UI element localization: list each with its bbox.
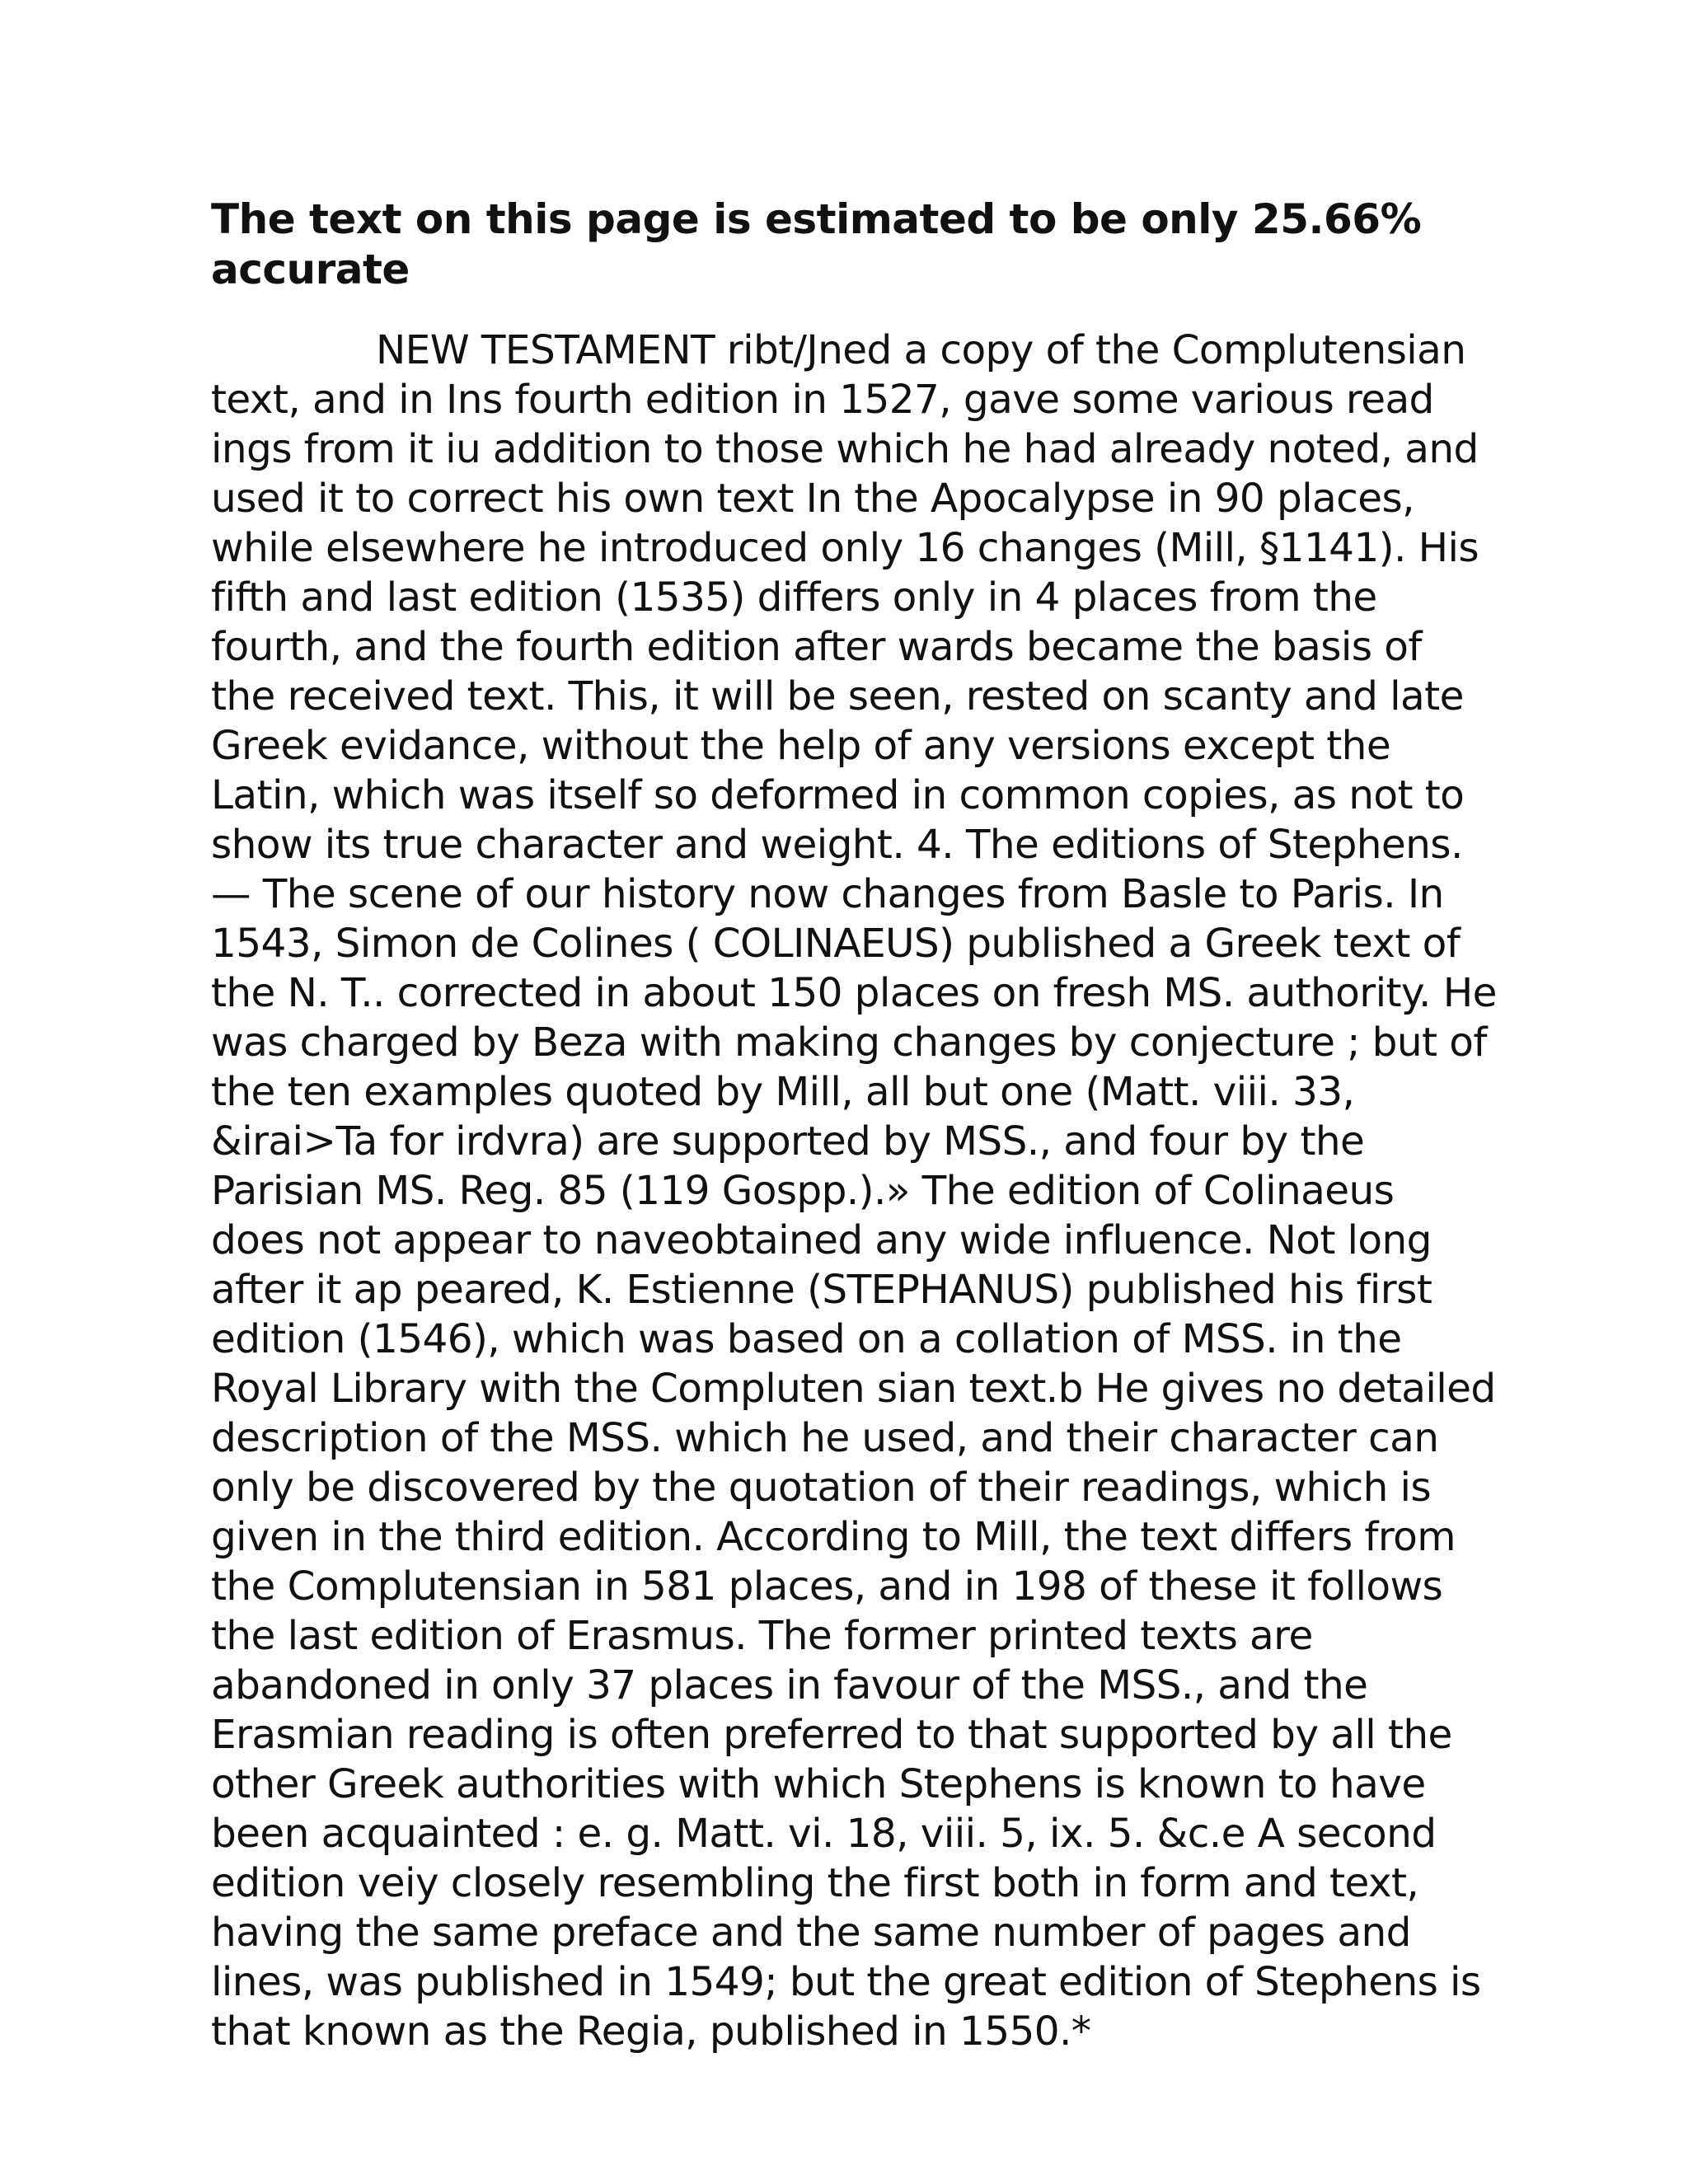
body-paragraph: NEW TESTAMENT ribt/Jned a copy of the Complutensian text, and in Ins fourth edition in 1527, gave some various read ings from it iu addition to those which he had already noted, and used it to correct his own text In the Apocalypse in 90 places, while elsewhere he introduced only 16 changes (Mill, §1141). His fifth and last edition (1535) differs only in 4 places from the fourth, and the fourth edition after wards became the basis of the received text. This, it will be seen, rested on scanty and late Greek evidance, without the help of any versions except the Latin, which was itself so deformed in common copies, as not to show its true character and weight. 4. The editions of Stephens. — The scene of our history now changes from Basle to Paris. In 1543, Simon de Colines ( COLINAEUS) published a Greek text of the N. T.. corrected in about 150 places on fresh MS. authority. He was charged by Beza with making changes by conjecture ; but of the ten examples quoted by Mill, all but one (Matt. viii. 33, &irai>Ta for irdvra) are supported by MSS., and four by the Parisian MS. Reg. 85 (119 Gospp.).» The edition of Colinaeus does not appear to naveobtained any wide influence. Not long after it ap peared, K. Estienne (STEPHANUS) published his first edition (1546), which was based on a collation of MSS. in the Royal Library with the Compluten sian text.b He gives no detailed description of the MSS. which he used, and their character can only be discovered by the quotation of their readings, which is given in the third edition. According to Mill, the text differs from the Complutensian in 581 places, and in 198 of these it follows the last edition of Erasmus. The former printed texts are abandoned in only 37 places in favour of the MSS., and the Erasmian reading is often preferred to that supported by all the other Greek authorities with which Stephens is known to have been acquainted : e. g. Matt. vi. 18, viii. 5, ix. 5. &c.e A second edition veiy closely resembling the first both in form and text, having the same preface and the same number of pages and lines, was published in 1549; but the great edition of Stephens is that known as the Regia, published in 1550.* bbox=[211, 327, 1497, 2055]
document-page bbox=[211, 194, 1497, 2056]
accuracy-heading: The text on this page is estimated to be only 25.66% accurate bbox=[211, 195, 1422, 293]
